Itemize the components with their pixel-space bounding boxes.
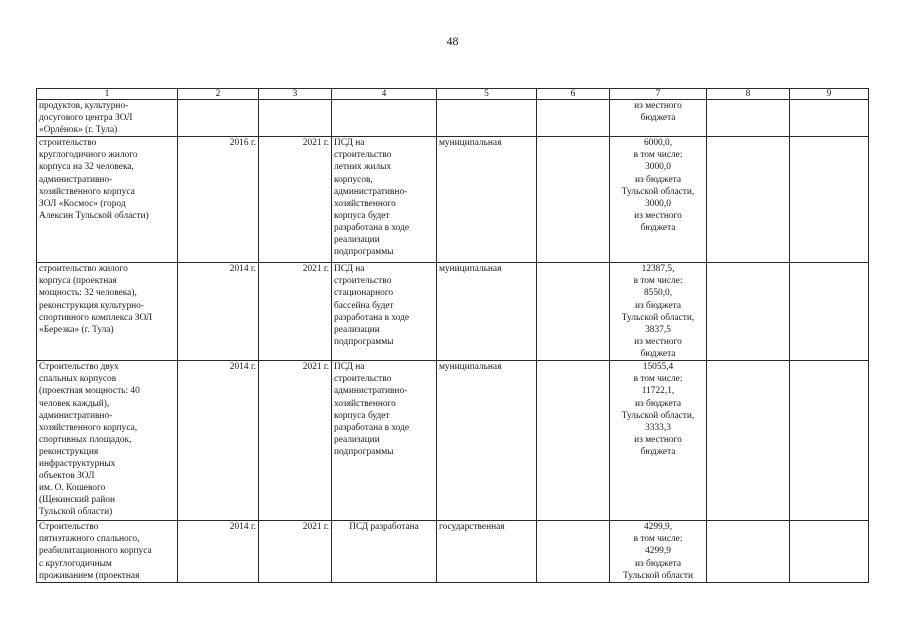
cell-funding: 15055,4 в том числе: 11722,1, из бюджета Тульской области, 3333,3 из местного бюджета	[610, 361, 707, 521]
col-header-8: 8	[707, 89, 790, 100]
cell-end-year: 2021 г.	[259, 137, 332, 263]
table-row	[37, 263, 869, 361]
col-header-7: 7	[610, 89, 707, 100]
cell-start-year	[178, 100, 259, 137]
col-header-4: 4	[332, 89, 437, 100]
cell-col6	[537, 521, 610, 583]
cell-funding: из местного бюджета	[610, 100, 707, 137]
cell-col6	[537, 100, 610, 137]
cell-ownership: государственная	[437, 521, 537, 583]
cell-object: строительство круглогодичного жилого корпуса на 32 человека, административно- хозяйственного корпуса ЗОЛ «Космос» (город Алексин Тульской области)	[37, 137, 178, 263]
cell-end-year: 2021 г.	[259, 521, 332, 583]
cell-start-year: 2014 г.	[178, 361, 259, 521]
cell-object: Строительство пятиэтажного спального, реабилитационного корпуса с круглогодичным проживанием (проектная	[37, 521, 178, 583]
cell-ownership: муниципальная	[437, 361, 537, 521]
cell-start-year: 2014 г.	[178, 521, 259, 583]
cell-col8	[707, 137, 790, 263]
cell-end-year: 2021 г.	[259, 263, 332, 361]
cell-ownership: муниципальная	[437, 263, 537, 361]
table-row	[37, 100, 869, 137]
cell-ownership: муниципальная	[437, 137, 537, 263]
cell-col9	[790, 100, 869, 137]
cell-psd-status	[332, 100, 437, 137]
cell-object: продуктов, культурно- досугового центра ЗОЛ «Орлёнок» (г. Тула)	[37, 100, 178, 137]
cell-col8	[707, 100, 790, 137]
cell-end-year	[259, 100, 332, 137]
cell-col6	[537, 361, 610, 521]
cell-col8	[707, 263, 790, 361]
cell-psd-status: ПСД на строительство административно- хозяйственного корпуса будет разработана в ходе реализации подпрограммы	[332, 361, 437, 521]
col-header-5: 5	[437, 89, 537, 100]
cell-col9	[790, 361, 869, 521]
col-header-2: 2	[178, 89, 259, 100]
cell-psd-status: ПСД разработана	[332, 521, 437, 583]
cell-start-year: 2014 г.	[178, 263, 259, 361]
col-header-6: 6	[537, 89, 610, 100]
page-number: 48	[446, 34, 459, 48]
cell-psd-status: ПСД на строительство стационарного бассейна будет разработана в ходе реализации подпрограммы	[332, 263, 437, 361]
cell-object: Строительство двух спальных корпусов (проектная мощность: 40 человек каждый), административно- хозяйственного корпуса, спортивных площадок, реконструкция инфраструктурных объектов ЗОЛ им. О. Кошевого (Щекинский район Тульской области)	[37, 361, 178, 521]
col-header-3: 3	[259, 89, 332, 100]
cell-col6	[537, 137, 610, 263]
table-row	[37, 361, 869, 521]
cell-col6	[537, 263, 610, 361]
cell-ownership	[437, 100, 537, 137]
table-row	[37, 137, 869, 263]
col-header-9: 9	[790, 89, 869, 100]
header-row	[37, 89, 869, 100]
cell-col9	[790, 137, 869, 263]
cell-funding: 4299,9, в том числе: 4299,9 из бюджета Тульской области	[610, 521, 707, 583]
cell-end-year: 2021 г.	[259, 361, 332, 521]
cell-psd-status: ПСД на строительство летних жилых корпусов, административно- хозяйственного корпуса будет разработана в ходе реализации подпрограммы	[332, 137, 437, 263]
table-row	[37, 521, 869, 583]
program-table	[36, 88, 869, 583]
col-header-1: 1	[37, 89, 178, 100]
cell-funding: 12387,5, в том числе: 8550,0, из бюджета Тульской области, 3837,5 из местного бюджета	[610, 263, 707, 361]
cell-col8	[707, 521, 790, 583]
cell-col8	[707, 361, 790, 521]
cell-start-year: 2016 г.	[178, 137, 259, 263]
cell-col9	[790, 521, 869, 583]
cell-funding: 6000,0, в том числе: 3000,0 из бюджета Тульской области, 3000,0 из местного бюджета	[610, 137, 707, 263]
cell-object: строительство жилого корпуса (проектная мощность: 32 человека), реконструкция культурно- спортивного комплекса ЗОЛ «Березка» (г. Тула)	[37, 263, 178, 361]
cell-col9	[790, 263, 869, 361]
